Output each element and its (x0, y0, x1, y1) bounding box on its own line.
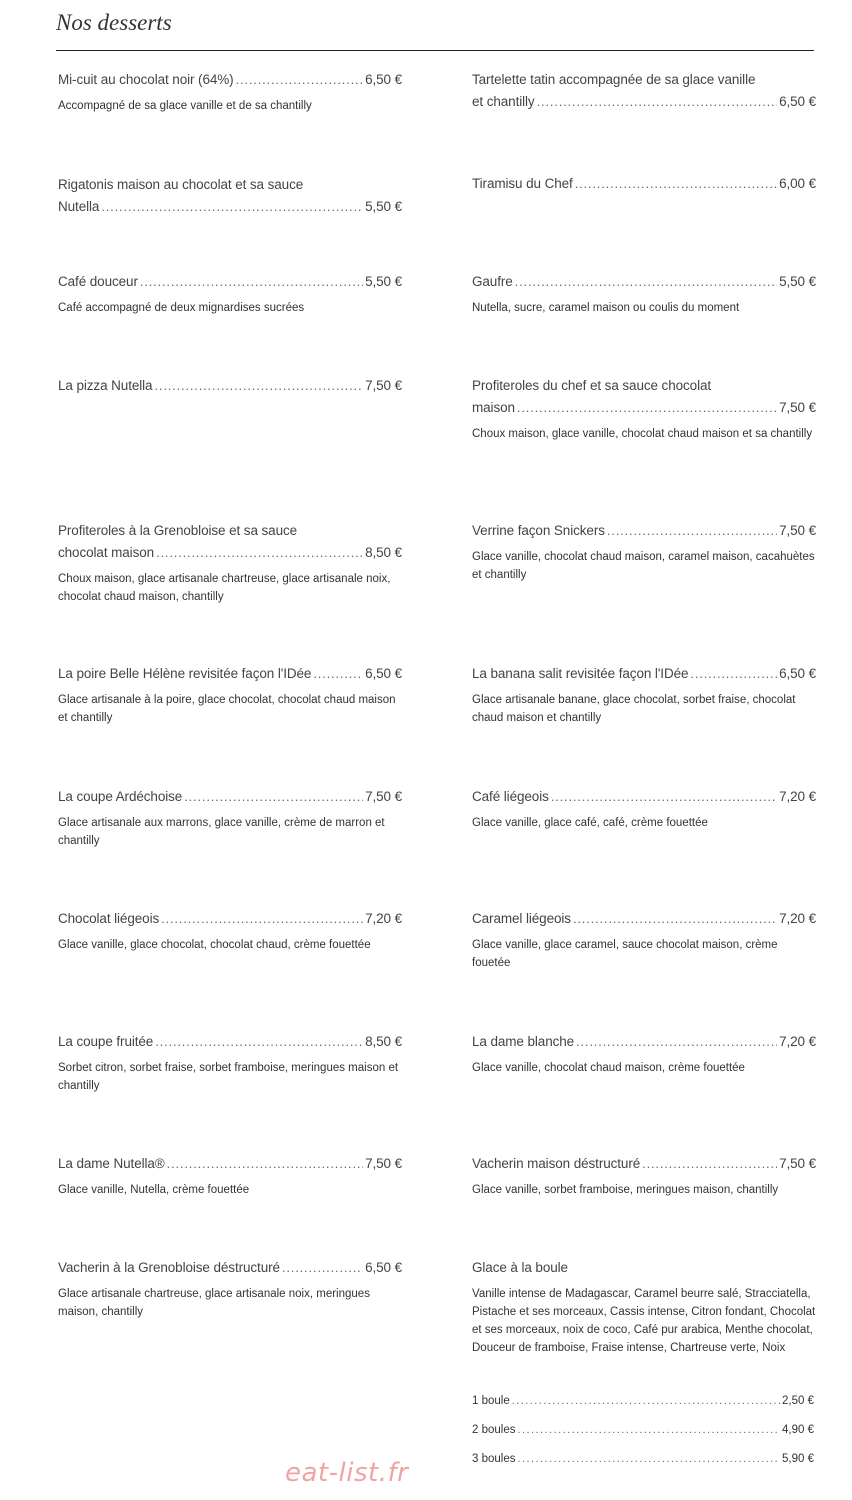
item-description: Glace vanille, glace café, café, crème fouettée (472, 817, 708, 829)
item-name: Verrine façon Snickers (472, 523, 605, 538)
item-name: Tiramisu du Chef (472, 176, 573, 191)
item-description: Glace artisanale banane, glace chocolat, sorbet fraise, chocolat chaud maison et chantilly (472, 694, 796, 724)
item-description: Sorbet citron, sorbet fraise, sorbet framboise, meringues maison et chantilly (58, 1062, 399, 1092)
item-name: Chocolat liégeois (58, 911, 160, 926)
menu-item (472, 786, 816, 832)
item-price: 7,50 € (779, 400, 816, 415)
item-name: Caramel liégeois (472, 911, 571, 926)
menu-item (472, 663, 816, 727)
item-price: 7,20 € (365, 911, 402, 926)
item-price: 7,50 € (779, 1156, 816, 1171)
menu-item (58, 1031, 402, 1095)
menu-item (58, 69, 402, 115)
menu-item (58, 908, 402, 954)
item-description: Glace artisanale chartreuse, glace artisanale noix, meringues maison, chantilly (58, 1288, 370, 1318)
item-name-cont: Nutella (58, 199, 100, 214)
menu-item (58, 1257, 402, 1321)
menu-item (58, 375, 402, 397)
item-description: Café accompagné de deux mignardises sucrées (58, 302, 305, 314)
item-name: La dame blanche (472, 1034, 575, 1049)
item-price: 7,20 € (779, 789, 816, 804)
menu-item (472, 520, 816, 584)
menu-item (472, 69, 816, 113)
item-price: 8,50 € (365, 1034, 402, 1049)
item-description: Glace vanille, chocolat chaud maison, caramel maison, cacahuètes et chantilly (472, 551, 815, 581)
menu-item (472, 375, 816, 443)
item-name: Café liégeois (472, 789, 549, 804)
glace-option (472, 1424, 814, 1436)
menu-item (58, 663, 402, 727)
item-description: Glace vanille, glace caramel, sauce chocolat maison, crème fouetée (472, 939, 778, 969)
item-description: Glace vanille, glace chocolat, chocolat chaud, crème fouettée (58, 939, 371, 951)
menu-item (58, 1153, 402, 1199)
item-price: 6,50 € (365, 72, 402, 87)
option-label: 1 boule (472, 1395, 510, 1407)
menu-item (472, 173, 816, 195)
item-name-cont: et chantilly (472, 94, 535, 109)
item-price: 6,00 € (779, 176, 816, 191)
menu-item (472, 1153, 816, 1199)
option-price: 4,90 € (782, 1424, 814, 1436)
item-name: Vacherin maison déstructuré (472, 1156, 641, 1171)
menu-item (58, 174, 402, 218)
item-name: Tartelette tatin accompagnée de sa glace vanille (472, 72, 756, 87)
item-price: 8,50 € (365, 545, 402, 560)
item-name: Café douceur (58, 274, 138, 289)
menu-item (58, 520, 402, 606)
title-divider (56, 50, 814, 51)
item-description: Glace artisanale aux marrons, glace vanille, crème de marron et chantilly (58, 817, 385, 847)
option-price: 2,50 € (782, 1395, 814, 1407)
menu-item (58, 786, 402, 850)
item-price: 7,50 € (365, 789, 402, 804)
menu-item (58, 271, 402, 317)
option-label: 3 boules (472, 1453, 516, 1465)
item-name: Profiteroles à la Grenobloise et sa sauce (58, 523, 298, 538)
glace-option (472, 1453, 814, 1465)
item-name: La pizza Nutella (58, 378, 153, 393)
item-description: Glace artisanale à la poire, glace chocolat, chocolat chaud maison et chantilly (58, 694, 396, 724)
item-price: 6,50 € (365, 1260, 402, 1275)
item-name: Gaufre (472, 274, 513, 289)
item-price: 6,50 € (779, 94, 816, 109)
item-description: Nutella, sucre, caramel maison ou coulis du moment (472, 302, 740, 314)
menu-item (472, 1031, 816, 1077)
item-name: Vacherin à la Grenobloise déstructuré (58, 1260, 280, 1275)
watermark: eat-list.fr (285, 1458, 409, 1488)
item-price: 5,50 € (365, 199, 402, 214)
item-name: Mi-cuit au chocolat noir (64%) (58, 72, 234, 87)
option-price: 5,90 € (782, 1453, 814, 1465)
menu-item-glace (472, 1257, 816, 1357)
item-price: 7,50 € (365, 1156, 402, 1171)
item-price: 7,20 € (779, 1034, 816, 1049)
menu-item (472, 908, 816, 972)
item-name: La banana salit revisitée façon l'IDée (472, 666, 689, 681)
item-price: 6,50 € (365, 666, 402, 681)
item-name-cont: maison (472, 400, 515, 415)
item-price: 6,50 € (779, 666, 816, 681)
item-description: Choux maison, glace vanille, chocolat chaud maison et sa chantilly (472, 428, 813, 440)
item-description: Vanille intense de Madagascar, Caramel beurre salé, Stracciatella, Pistache et ses morceaux, Cassis intense, Citron fondant, Chocolat et ses morceaux, noix de coco, Café pur arabica, Menthe chocolat, Douceur de framboise, Fraise intense, Chartreuse verte, Noix (472, 1288, 816, 1354)
item-price: 7,20 € (779, 911, 816, 926)
menu-item (472, 271, 816, 317)
item-description: Glace vanille, Nutella, crème fouettée (58, 1184, 250, 1196)
item-name: La dame Nutella® (58, 1156, 165, 1171)
item-name: La coupe fruitée (58, 1034, 154, 1049)
item-name: Glace à la boule (472, 1260, 568, 1275)
item-price: 7,50 € (365, 378, 402, 393)
item-price: 7,50 € (779, 523, 816, 538)
item-price: 5,50 € (365, 274, 402, 289)
item-name-cont: chocolat maison (58, 545, 155, 560)
item-name: La poire Belle Hélène revisitée façon l'IDée (58, 666, 312, 681)
item-description: Choux maison, glace artisanale chartreuse, glace artisanale noix, chocolat chaud maison, chantilly (58, 573, 391, 603)
item-description: Glace vanille, chocolat chaud maison, crème fouettée (472, 1062, 745, 1074)
item-name: Profiteroles du chef et sa sauce chocolat (472, 378, 712, 393)
option-label: 2 boules (472, 1424, 516, 1436)
item-description: Glace vanille, sorbet framboise, meringues maison, chantilly (472, 1184, 779, 1196)
item-name: La coupe Ardéchoise (58, 789, 183, 804)
item-price: 5,50 € (779, 274, 816, 289)
item-description: Accompagné de sa glace vanille et de sa chantilly (58, 100, 312, 112)
page-title: Nos desserts (56, 10, 172, 35)
item-name: Rigatonis maison au chocolat et sa sauce (58, 177, 304, 192)
glace-option (472, 1395, 814, 1407)
